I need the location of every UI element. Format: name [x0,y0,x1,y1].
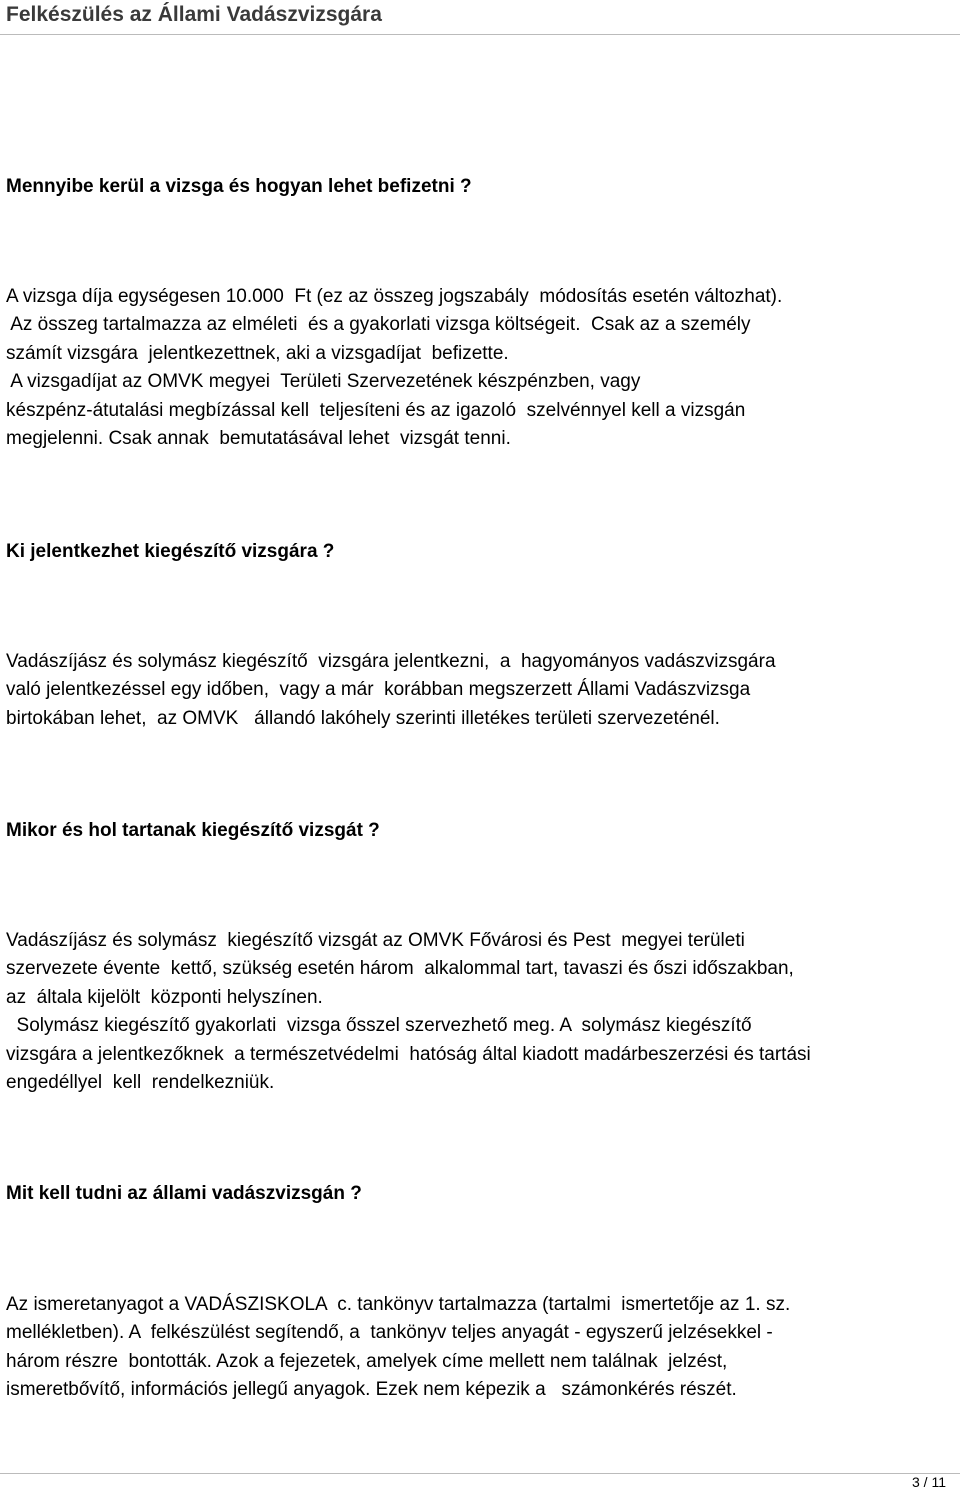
body-line: Solymász kiegészítő gyakorlati vizsga ősszel szervezhető meg. A solymász kiegészítő [6,1015,752,1037]
body-line: három részre bontották. Azok a fejezetek, amelyek címe mellett nem találnak jelzést, [6,1350,728,1372]
body-line: A vizsgadíjat az OMVK megyei Területi Szervezetének készpénzben, vagy [6,371,641,393]
page-number: 3 / 11 [912,1474,946,1490]
body-line: Vadászíjász és solymász kiegészítő vizsgára jelentkezni, a hagyományos vadászvizsgára [6,651,776,672]
body-line: számít vizsgára jelentkezettnek, aki a vizsgadíjat befizette. [6,342,509,364]
body-line: megjelenni. Csak annak bemutatásával lehet vizsgát tenni. [6,428,511,450]
body-line: birtokában lehet, az OMVK állandó lakóhely szerinti illetékes területi szervezeténél. [6,707,720,729]
body-line: készpénz-átutalási megbízással kell teljesíteni és az igazoló szelvénnyel kell a vizsgán [6,399,746,421]
section-heading-supplementary-when-where: Mikor és hol tartanak kiegészítő vizsgát ? [6,820,380,841]
header-divider [0,34,960,35]
footer-divider [0,1473,960,1474]
body-line: szervezete évente kettő, szükség esetén három alkalommal tart, tavaszi és őszi időszakban, [6,958,794,980]
body-line: az általa kijelölt központi helyszínen. [6,986,323,1008]
body-line: Vadászíjász és solymász kiegészítő vizsgát az OMVK Fővárosi és Pest megyei területi [6,930,745,951]
document-header-title: Felkészülés az Állami Vadászvizsgára [6,3,382,26]
section-heading-state-exam-content: Mit kell tudni az állami vadászvizsgán ? [6,1183,362,1204]
body-line: való jelentkezéssel egy időben, vagy a már korábban megszerzett Állami Vadászvizsga [6,679,751,701]
section-heading-supplementary-eligibility: Ki jelentkezhet kiegészítő vizsgára ? [6,541,335,562]
section-body-state-exam-content [6,1291,956,1405]
section-body-exam-fee [6,283,956,453]
body-line: Az összeg tartalmazza az elméleti és a gyakorlati vizsga költségeit. Csak az a személy [6,314,751,336]
body-line: engedéllyel kell rendelkezniük. [6,1072,275,1094]
body-line: vizsgára a jelentkezőknek a természetvédelmi hatóság által kiadott madárbeszerzési és tartási [6,1043,811,1065]
section-body-supplementary-when-where [6,927,956,1097]
body-line: Az ismeretanyagot a VADÁSZISKOLA c. tankönyv tartalmazza (tartalmi ismertetője az 1. sz. [6,1294,791,1315]
body-line: A vizsga díja egységesen 10.000 Ft (ez az összeg jogszabály módosítás esetén változhat). [6,286,783,307]
section-body-supplementary-eligibility [6,648,956,733]
body-line: ismeretbővítő, információs jellegű anyagok. Ezek nem képezik a számonkérés részét. [6,1379,737,1401]
section-heading-exam-fee: Mennyibe kerül a vizsga és hogyan lehet befizetni ? [6,176,472,197]
body-line: mellékletben). A felkészülést segítendő, a tankönyv teljes anyagát - egyszerű jelzésekkel - [6,1322,773,1344]
